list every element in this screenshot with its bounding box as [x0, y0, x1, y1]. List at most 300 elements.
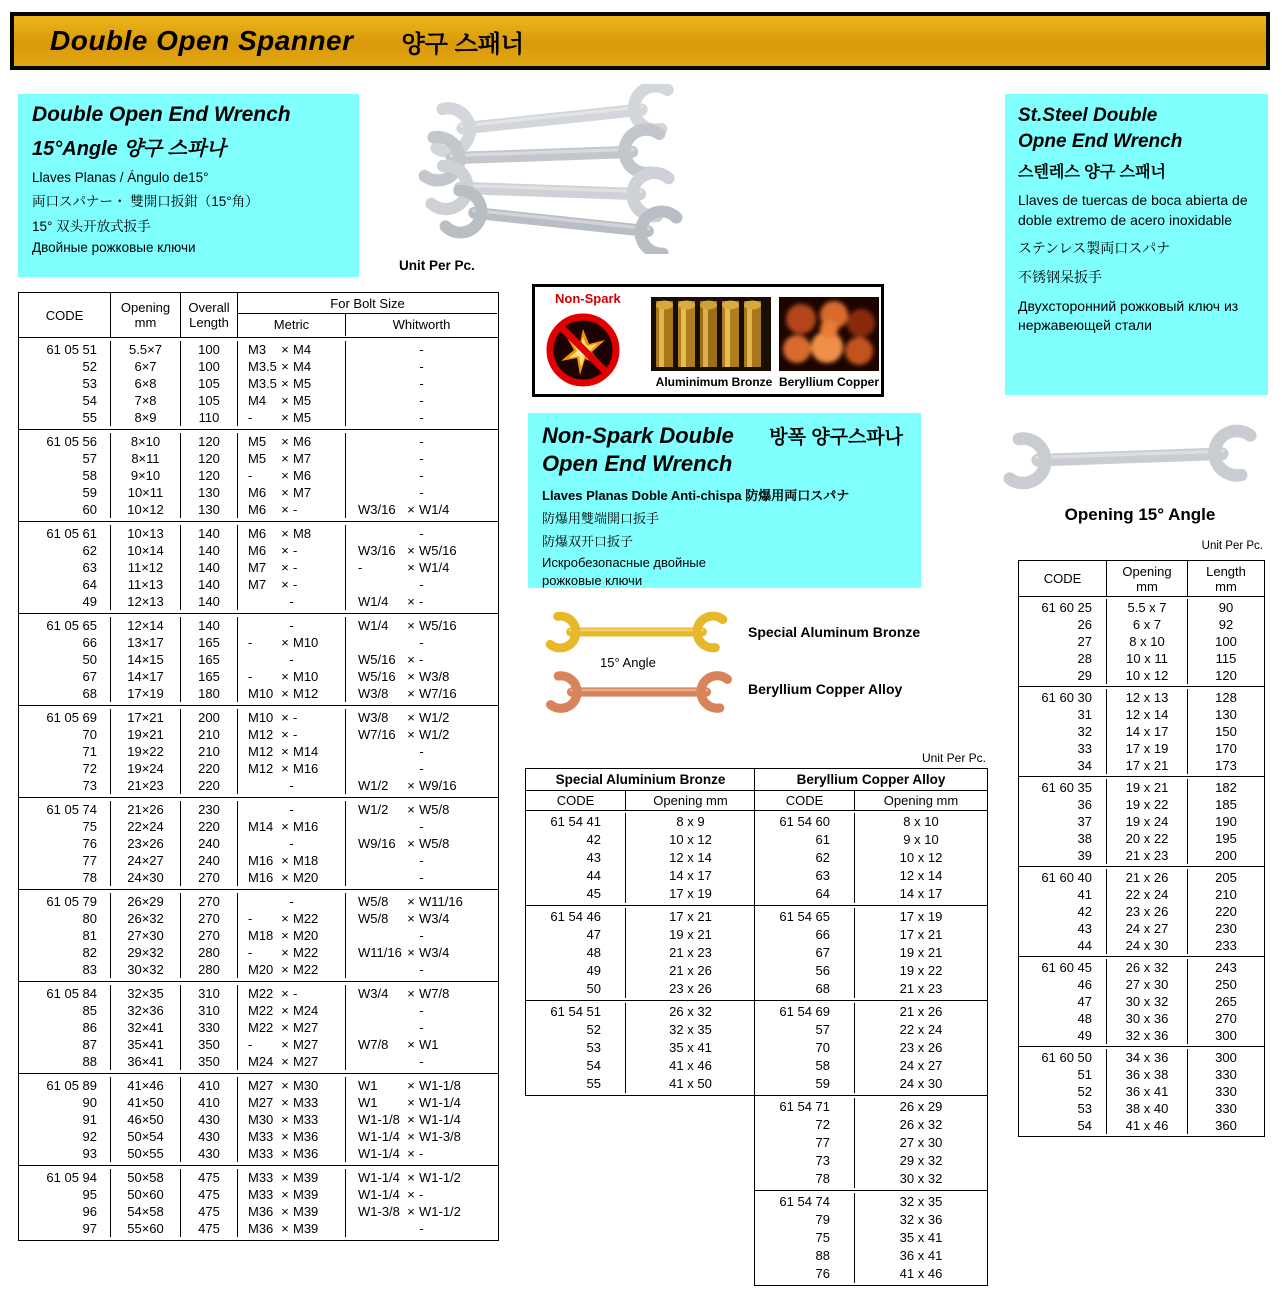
- code-cell: 63: [19, 559, 111, 576]
- times-sign: ×: [407, 778, 415, 793]
- times-sign: ×: [281, 1170, 289, 1185]
- table-group: [1019, 597, 1264, 687]
- code-cell: 76: [755, 1265, 855, 1283]
- opening-cell: 19×24: [111, 760, 181, 777]
- bolt-size-cell: [238, 927, 346, 944]
- main-spec-table: [18, 292, 499, 1241]
- bolt-second: W3/4: [419, 945, 450, 960]
- bolt-size-cell: [346, 1111, 497, 1128]
- bolt-first: W1/2: [358, 778, 389, 793]
- table-group: [1019, 777, 1264, 867]
- empty-dash: -: [419, 819, 424, 834]
- stainless-steel-table: [1018, 560, 1265, 1137]
- opening-cell: 21×23: [111, 777, 181, 794]
- bolt-size-cell: [346, 685, 497, 702]
- bolt-second: M12: [293, 686, 319, 701]
- bolt-size-cell: [238, 1036, 346, 1053]
- bolt-first: M33: [248, 1187, 274, 1202]
- length-cell: 243: [1215, 960, 1237, 975]
- table-row: [1019, 740, 1264, 757]
- code-cell: 80: [19, 910, 111, 927]
- opening-cell: 9×10: [111, 467, 181, 484]
- opening-cell: 8×10: [111, 433, 181, 450]
- col-header-bolt-size: For Bolt Size Metric Whitworth: [238, 293, 497, 337]
- bolt-second: -: [293, 577, 298, 592]
- table-row: [526, 1057, 755, 1075]
- bolt-first: W1-1/8: [358, 1112, 400, 1127]
- bolt-size-cell: [238, 559, 346, 576]
- table-row: [1019, 667, 1264, 684]
- table-row: [19, 542, 498, 559]
- table-row: [1019, 886, 1264, 903]
- opening-cell: 26×32: [111, 910, 181, 927]
- empty-dash: -: [419, 744, 424, 759]
- code-cell: 31: [1019, 706, 1107, 723]
- bolt-size-cell: [238, 1002, 346, 1019]
- opening-cell: 23 x 26: [899, 1040, 943, 1055]
- bolt-second: M4: [293, 359, 312, 374]
- table-row: [1019, 1066, 1264, 1083]
- code-cell: 90: [19, 1094, 111, 1111]
- opening-cell: 26 x 32: [669, 1004, 712, 1019]
- code-cell: 61 60 25: [1019, 599, 1107, 616]
- opening-cell: 23 x 26: [1107, 903, 1188, 920]
- table-row: [755, 1152, 987, 1170]
- opening-cell: 21 x 23: [669, 945, 712, 960]
- length-cell: 270: [1215, 1011, 1237, 1026]
- code-cell: 27: [1019, 633, 1107, 650]
- code-cell: 46: [1019, 976, 1107, 993]
- code-cell: 75: [755, 1229, 855, 1247]
- opening-cell: 21 x 26: [1107, 869, 1188, 886]
- table-row: [19, 801, 498, 818]
- opening-cell: 17 x 19: [1107, 740, 1188, 757]
- opening-cell: 12×13: [111, 593, 181, 610]
- bolt-first: M7: [248, 577, 267, 592]
- length-cell: 270: [181, 869, 238, 886]
- bolt-size-cell: [346, 542, 497, 559]
- table-row: [755, 1211, 987, 1229]
- bolt-first: W5/8: [358, 911, 389, 926]
- table-row: [755, 867, 987, 885]
- right-box-title-2: Opne End Wrench: [1018, 130, 1183, 152]
- length-cell: 200: [1215, 848, 1237, 863]
- bolt-first: W11/16: [358, 945, 402, 960]
- bolt-size-cell: [346, 501, 497, 518]
- table-row: [19, 726, 498, 743]
- opening-cell: 22 x 24: [899, 1022, 943, 1037]
- opening-cell: 14×15: [111, 651, 181, 668]
- opening-cell: 26 x 32: [1107, 959, 1188, 976]
- bolt-second: M22: [293, 911, 319, 926]
- empty-dash: -: [419, 434, 424, 449]
- bolt-size-cell: [238, 484, 346, 501]
- code-cell: 61 60 45: [1019, 959, 1107, 976]
- bolt-second: W1/2: [419, 727, 450, 742]
- bolt-size-cell: [346, 593, 497, 610]
- bolt-second: -: [419, 652, 424, 667]
- table-row: [755, 1116, 987, 1134]
- opening-cell: 17 x 19: [669, 886, 712, 901]
- bolt-second: -: [293, 727, 298, 742]
- opening-cell: 13×17: [111, 634, 181, 651]
- bolt-size-cell: [238, 818, 346, 835]
- bolt-second: W1-1/4: [419, 1112, 461, 1127]
- times-sign: ×: [281, 342, 289, 357]
- times-sign: ×: [407, 802, 415, 817]
- beryllium-copper-table: [754, 768, 988, 1286]
- table-row: [526, 1003, 755, 1021]
- length-cell: 220: [181, 760, 238, 777]
- times-sign: ×: [407, 986, 415, 1001]
- bolt-second: -: [293, 502, 298, 517]
- bolt-first: M6: [248, 543, 267, 558]
- bolt-size-cell: [346, 852, 497, 869]
- table-row: [1019, 599, 1264, 616]
- code-cell: 67: [755, 944, 855, 962]
- times-sign: ×: [407, 1095, 415, 1110]
- bolt-size-cell: [346, 927, 497, 944]
- times-sign: ×: [281, 502, 289, 517]
- table-row: [19, 818, 498, 835]
- table-row: [19, 893, 498, 910]
- code-cell: 61 05 69: [19, 709, 111, 726]
- table-body: [755, 811, 987, 1285]
- non-spark-info-box: [528, 413, 921, 588]
- bolt-size-cell: [346, 961, 497, 978]
- opening-cell: 50×54: [111, 1128, 181, 1145]
- code-cell: 26: [1019, 616, 1107, 633]
- times-sign: ×: [281, 686, 289, 701]
- bolt-second: M27: [293, 1054, 319, 1069]
- code-cell: 97: [19, 1220, 111, 1237]
- bolt-first: W1/4: [358, 618, 389, 633]
- bolt-first: M36: [248, 1204, 274, 1219]
- code-cell: 53: [1019, 1100, 1107, 1117]
- table-row: [19, 709, 498, 726]
- times-sign: ×: [407, 560, 415, 575]
- code-cell: 61 05 89: [19, 1077, 111, 1094]
- opening-cell: 41 x 46: [669, 1058, 712, 1073]
- length-cell: 165: [181, 668, 238, 685]
- bolt-first: M14: [248, 819, 274, 834]
- col-header-code: CODE: [526, 791, 626, 810]
- opening-cell: 6×8: [111, 375, 181, 392]
- table-row: [526, 980, 755, 998]
- opening-cell: 21 x 26: [899, 1004, 943, 1019]
- times-sign: ×: [281, 1078, 289, 1093]
- table-group: [19, 706, 498, 798]
- bolt-size-cell: [346, 944, 497, 961]
- bolt-second: M27: [293, 1037, 319, 1052]
- code-cell: 61 54 65: [755, 908, 855, 926]
- code-cell: 79: [755, 1211, 855, 1229]
- page-title-korean: 양구 스패너: [401, 30, 525, 58]
- table-row: [1019, 757, 1264, 774]
- table-group: [19, 982, 498, 1074]
- bolt-size-cell: [238, 1220, 346, 1237]
- times-sign: ×: [281, 1037, 289, 1052]
- table-row: [19, 1002, 498, 1019]
- code-cell: 47: [1019, 993, 1107, 1010]
- opening-cell: 26×29: [111, 893, 181, 910]
- table-row: [19, 835, 498, 852]
- length-cell: 410: [181, 1094, 238, 1111]
- code-cell: 81: [19, 927, 111, 944]
- opening-cell: 12 x 13: [1107, 689, 1188, 706]
- bolt-size-cell: [238, 433, 346, 450]
- code-cell: 61 60 50: [1019, 1049, 1107, 1066]
- bolt-size-cell: [238, 1094, 346, 1111]
- length-cell: 185: [1215, 797, 1237, 812]
- code-cell: 73: [19, 777, 111, 794]
- times-sign: ×: [407, 1187, 415, 1202]
- table-row: [19, 1036, 498, 1053]
- code-cell: 70: [755, 1039, 855, 1057]
- code-cell: 38: [1019, 830, 1107, 847]
- table-row: [755, 1193, 987, 1211]
- bolt-second: W5/16: [419, 618, 457, 633]
- bolt-size-cell: [346, 1169, 497, 1186]
- times-sign: ×: [407, 945, 415, 960]
- opening-cell: 55×60: [111, 1220, 181, 1237]
- opening-cell: 17 x 21: [1107, 757, 1188, 774]
- right-box-spanish: Llaves de tuercas de boca abierta de doble extremo de acero inoxidable: [1018, 192, 1248, 228]
- code-cell: 53: [526, 1039, 626, 1057]
- bolt-first: M10: [248, 686, 274, 701]
- bolt-second: M4: [293, 342, 312, 357]
- bolt-size-cell: [346, 743, 497, 760]
- opening-cell: 17 x 21: [899, 927, 943, 942]
- opening-cell: 29 x 32: [899, 1153, 943, 1168]
- table-row: [1019, 993, 1264, 1010]
- times-sign: ×: [281, 727, 289, 742]
- opening-cell: 24 x 27: [1107, 920, 1188, 937]
- bolt-size-cell: [346, 1077, 497, 1094]
- empty-dash: -: [419, 410, 424, 425]
- bolt-size-cell: [346, 1053, 497, 1070]
- bolt-first: W5/8: [358, 894, 389, 909]
- empty-dash: -: [419, 635, 424, 650]
- opening-cell: 32×35: [111, 985, 181, 1002]
- times-sign: ×: [407, 836, 415, 851]
- opening-cell: 19 x 22: [899, 963, 943, 978]
- length-cell: 165: [181, 651, 238, 668]
- code-cell: 61 54 71: [755, 1098, 855, 1116]
- code-cell: 61 05 51: [19, 341, 111, 358]
- code-cell: 29: [1019, 667, 1107, 684]
- table-row: [526, 849, 755, 867]
- length-cell: 475: [181, 1203, 238, 1220]
- bolt-second: -: [293, 986, 298, 1001]
- opening-cell: 38 x 40: [1107, 1100, 1188, 1117]
- right-box-title-1: St.Steel Double: [1018, 105, 1158, 126]
- opening-cell: 29×32: [111, 944, 181, 961]
- length-cell: 233: [1215, 938, 1237, 953]
- code-cell: 61: [755, 831, 855, 849]
- opening-cell: 30 x 36: [1107, 1010, 1188, 1027]
- table-row: [755, 1039, 987, 1057]
- bolt-second: W7/16: [419, 686, 457, 701]
- bolt-second: -: [293, 710, 298, 725]
- code-cell: 41: [1019, 886, 1107, 903]
- empty-dash: -: [419, 1003, 424, 1018]
- times-sign: ×: [407, 894, 415, 909]
- code-cell: 66: [19, 634, 111, 651]
- table-row: [526, 813, 755, 831]
- opening-cell: 27×30: [111, 927, 181, 944]
- bolt-size-cell: [238, 985, 346, 1002]
- length-cell: 240: [181, 852, 238, 869]
- times-sign: ×: [281, 1129, 289, 1144]
- table-row: [755, 962, 987, 980]
- opening-cell: 32 x 36: [1107, 1027, 1188, 1044]
- bolt-first: W7/8: [358, 1037, 389, 1052]
- code-cell: 59: [19, 484, 111, 501]
- empty-dash: -: [419, 485, 424, 500]
- bolt-size-cell: [238, 1019, 346, 1036]
- bolt-size-cell: [238, 726, 346, 743]
- length-cell: 100: [1215, 634, 1237, 649]
- length-cell: 120: [181, 450, 238, 467]
- length-cell: 330: [181, 1019, 238, 1036]
- mid-box-title-2: Open End Wrench: [542, 451, 733, 476]
- opening-cell: 10 x 11: [1107, 650, 1188, 667]
- table-row: [755, 831, 987, 849]
- length-cell: 120: [181, 467, 238, 484]
- table-row: [526, 885, 755, 903]
- empty-dash: -: [419, 1221, 424, 1236]
- code-cell: 44: [526, 867, 626, 885]
- bolt-second: W1/4: [419, 560, 450, 575]
- bolt-first: W1-1/4: [358, 1146, 400, 1161]
- opening-cell: 19 x 21: [899, 945, 943, 960]
- code-cell: 61 05 61: [19, 525, 111, 542]
- code-cell: 50: [526, 980, 626, 998]
- col-header-length: Length mm: [1206, 563, 1246, 594]
- empty-dash: -: [289, 778, 294, 793]
- code-cell: 54: [1019, 1117, 1107, 1134]
- mid-box-title-1: Non-Spark Double: [542, 423, 734, 448]
- empty-dash: -: [289, 594, 294, 609]
- length-cell: 130: [1215, 707, 1237, 722]
- bolt-first: M10: [248, 710, 274, 725]
- length-cell: 310: [181, 985, 238, 1002]
- bolt-first: M27: [248, 1078, 274, 1093]
- bolt-second: M6: [293, 434, 312, 449]
- table-row: [19, 501, 498, 518]
- times-sign: ×: [281, 359, 289, 374]
- opening-cell: 14 x 17: [899, 886, 943, 901]
- length-cell: 130: [181, 501, 238, 518]
- bolt-second: M5: [293, 393, 312, 408]
- bolt-size-cell: [238, 685, 346, 702]
- opening-cell: 14×17: [111, 668, 181, 685]
- opening-cell: 32 x 35: [899, 1194, 943, 1209]
- bolt-size-cell: [238, 835, 346, 852]
- opening-cell: 8×11: [111, 450, 181, 467]
- code-cell: 61 05 65: [19, 617, 111, 634]
- bolt-size-cell: [346, 1019, 497, 1036]
- opening-cell: 9 x 10: [903, 832, 939, 847]
- bolt-size-cell: [346, 1002, 497, 1019]
- opening-cell: 21 x 23: [899, 981, 943, 996]
- length-cell: 475: [181, 1220, 238, 1237]
- bolt-size-cell: [238, 542, 346, 559]
- opening-cell: 22 x 24: [1107, 886, 1188, 903]
- code-cell: 61 05 74: [19, 801, 111, 818]
- bolt-second: W5/16: [419, 543, 457, 558]
- empty-dash: -: [419, 342, 424, 357]
- bolt-size-cell: [346, 341, 497, 358]
- unit-per-pc-label: Unit Per Pc.: [399, 258, 475, 273]
- times-sign: ×: [407, 502, 415, 517]
- bolt-second: W1-1/4: [419, 1095, 461, 1110]
- opening-cell: 8 x 10: [903, 814, 939, 829]
- length-cell: 270: [181, 927, 238, 944]
- table-row: [1019, 616, 1264, 633]
- bolt-first: W1-1/4: [358, 1187, 400, 1202]
- table-row: [19, 1111, 498, 1128]
- bolt-first: M36: [248, 1221, 274, 1236]
- bolt-size-cell: [238, 1111, 346, 1128]
- times-sign: ×: [281, 853, 289, 868]
- opening-cell: 41 x 50: [669, 1076, 712, 1091]
- code-cell: 96: [19, 1203, 111, 1220]
- code-cell: 52: [526, 1021, 626, 1039]
- times-sign: ×: [407, 669, 415, 684]
- bolt-size-cell: [346, 893, 497, 910]
- table-group: [1019, 687, 1264, 777]
- bolt-size-cell: [238, 358, 346, 375]
- times-sign: ×: [407, 727, 415, 742]
- bolt-size-cell: [346, 1203, 497, 1220]
- angle-15-label: 15° Angle: [600, 655, 656, 670]
- code-cell: 63: [755, 867, 855, 885]
- bolt-first: M30: [248, 1112, 274, 1127]
- bolt-first: M18: [248, 928, 274, 943]
- bolt-size-cell: [346, 818, 497, 835]
- beryllium-copper-photo: [779, 297, 879, 371]
- times-sign: ×: [281, 635, 289, 650]
- table-group: [526, 1001, 755, 1095]
- table-group: [19, 430, 498, 522]
- empty-dash: -: [289, 652, 294, 667]
- bolt-second: -: [293, 560, 298, 575]
- table-row: [19, 927, 498, 944]
- col-header-opening: Opening mm: [883, 793, 959, 808]
- left-box-russian: Двойные рожковые ключи: [32, 240, 196, 255]
- bolt-size-cell: [346, 1036, 497, 1053]
- bolt-first: M33: [248, 1170, 274, 1185]
- bolt-second: W5/8: [419, 802, 450, 817]
- code-cell: 43: [1019, 920, 1107, 937]
- bolt-size-cell: [346, 1145, 497, 1162]
- code-cell: 77: [19, 852, 111, 869]
- bolt-first: W9/16: [358, 836, 396, 851]
- length-cell: 220: [181, 818, 238, 835]
- length-cell: 210: [1215, 887, 1237, 902]
- mid-box-korean: 방폭 양구스파나: [769, 427, 903, 448]
- bolt-first: M16: [248, 870, 274, 885]
- bolt-size-cell: [238, 1077, 346, 1094]
- length-cell: 115: [1215, 651, 1237, 666]
- bolt-size-cell: [238, 668, 346, 685]
- length-cell: 180: [181, 685, 238, 702]
- bolt-size-cell: [238, 593, 346, 610]
- length-cell: 330: [1215, 1067, 1237, 1082]
- bolt-second: W11/16: [419, 894, 463, 909]
